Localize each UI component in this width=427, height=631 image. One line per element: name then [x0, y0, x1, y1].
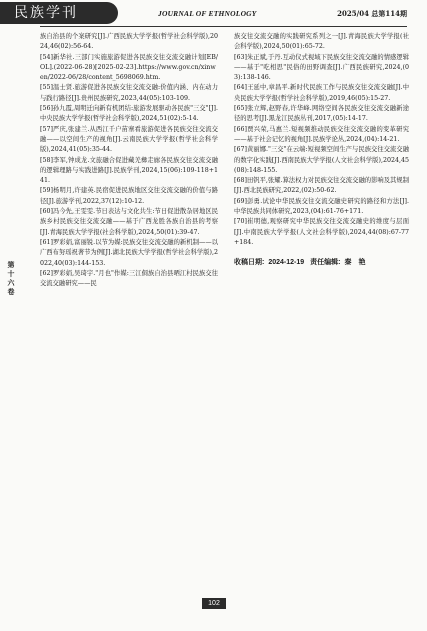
journal-name: JOURNAL OF ETHNOLOGY — [158, 9, 257, 18]
received-date: 2024-12-19 — [268, 259, 305, 267]
volume-side-tab — [4, 260, 18, 296]
side-tab-char: 十 — [7, 269, 15, 278]
page-header — [0, 0, 427, 26]
editor-label: 责任编辑: — [310, 259, 341, 267]
reference-item: [57]严庆,张建兰.从西江千户苗寨看旅游促进各民族交往交流交融——以空间生产的视角[J].云南民族大学学报(哲学社会科学版),2024,41(05):35-44. — [40, 125, 218, 154]
journal-logo: 民族学刊 — [0, 2, 118, 24]
reference-item: [66]贾兴荣,马惠兰.短视频推动民族交往交流交融的变革研究——基于社会记忆的视角[J].民族学论丛,2024,(04):14-21. — [234, 125, 409, 143]
reference-item: [67]黄丽娜."三交"在云端:短视频空间生产与民族交往交流交融的数字化实践[J].西南民族大学学报(人文社会科学版),2024,45(08):148-155. — [234, 146, 409, 174]
reference-item: [59]杨明月,许建英.民宿促进民族地区交往交流交融的价值与路径[J].旅游学刊,2022,37(12):10-12. — [40, 187, 218, 205]
reference-item: [62]罗彩娟,吴琦宇."月也"作媒:三江侗族自治县晒江村民族交往交流交融研究——民 — [40, 269, 218, 288]
editor-name: 秦 艳 — [344, 259, 366, 267]
side-tab-char: 六 — [7, 278, 15, 287]
page-number: 102 — [202, 598, 226, 609]
reference-item: [60]冯今先,王雯雯.节日表达与文化共生:节日促进散杂居地区民族乡村民族交往交流交融——基于广西龙胜各族自治县的考察[J].青海民族大学学报(社会科学版),2024,50(01):39-47. — [40, 208, 218, 236]
issue-label: 2025/04 总第114期 — [337, 9, 407, 18]
reference-item: [70]崔明德,观察研究中华民族交往交流交融史的维度与层面[J].中南民族大学学报(人文社会科学版),2024,44(08):67-77+184. — [234, 218, 409, 246]
reference-item: [65]张立辉,赵野春,许华峰.网络空间各民族交往交流交融新途径的思考[J].黑龙江民族丛刊,2017,(05):14-17. — [234, 105, 409, 123]
article-footer — [234, 258, 409, 268]
reference-item: 族自治县的个案研究[J].广西民族大学学报(哲学社会科学版),2024,46(02):56-64. — [40, 33, 218, 51]
right-column — [234, 32, 409, 269]
reference-item: [61]罗彩娟,富丽锐.以节为媒:民族交往交流交融的新机制——以广西布努瑶祝著节为例[J].湖北民族大学学报(哲学社会科学版),2022,40(03):144-153. — [40, 238, 218, 267]
reference-item: [56]孙九霞,周明迁向新有机团结:旅游发展驱动各民族"三交"[J].中央民族大学学报(哲学社会科学版),2024,51(02):5-14. — [40, 105, 218, 123]
reference-item: [69]彭勇.试论中华民族交往交流交融史研究的路径和方法[J].中华民族共同体研究,2023,(04):61-76+171. — [234, 197, 409, 216]
reference-item: [68]田钒平,张耀.算法权力对民族交往交流交融的影响及其规制[J].西北民族研究,2022,(02):50-62. — [234, 177, 409, 195]
reference-item: [54]新华社.三部门实施旅游促进各民族交往交流交融计划[EB/OL].(2022-06-28)[2025-02-23].https://www.gov.cn/xinwen/2022-06/28/content_5698069.htm. — [40, 53, 218, 82]
header-rule — [40, 26, 407, 27]
side-tab-char: 第 — [7, 260, 15, 269]
reference-item: 族交往交流交融的实践研究系列之一[J].青海民族大学学报(社会科学版),2024,50(01):65-72. — [234, 33, 409, 51]
received-label: 收稿日期: — [234, 259, 265, 267]
side-tab-char: 卷 — [7, 287, 15, 296]
reference-item: [63]朱正斌,于丹.互动仪式视域下民族交往交流交融的情感逻辑——基于"吃相思"民俗的田野调查[J].广西民族研究,2024,(03):138-146. — [234, 53, 409, 82]
left-column — [40, 32, 218, 289]
reference-item: [58]李军,钟成龙.文旅融合促进藏羌彝走廊各民族交往交流交融的逻辑理路与实践进路[J].民族学刊,2024,15(06):109-118+141. — [40, 156, 218, 185]
reference-item: [55]温士贤.旅游促进各民族交往交流交融:价值内涵、内在动力与践行路径[J].贵州民族研究,2023,44(05):103-109. — [40, 84, 218, 102]
reference-item: [64]王延中,章昌平.新时代民族工作与民族交往交流交融[J].中央民族大学学报(哲学社会科学版),2019,46(05):15-27. — [234, 84, 409, 102]
